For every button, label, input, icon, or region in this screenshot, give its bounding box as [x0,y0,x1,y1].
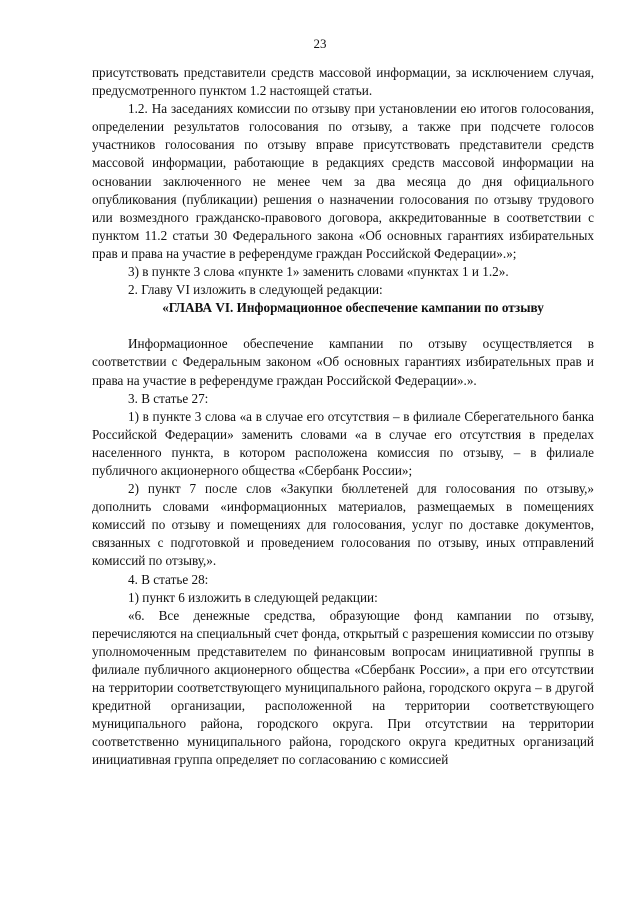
paragraph: присутствовать представители средств массовой информации, за исключением случая, предусмотренного пунктом 1.2 настоящей статьи. [92,65,594,99]
paragraph: 1) в пункте 3 слова «а в случае его отсутствия – в филиале Сберегательного банка Российской Федерации» заменить словами «а в случае его отсутствия в пределах населенного пункта, в котором расположена комиссия по отзыву, – в филиале публичного акционерного общества «Сбербанк России»; [92,408,594,478]
paragraph: Информационное обеспечение кампании по отзыву осуществляется в соответствии с Федеральным законом «Об основных гарантиях избирательных прав и права на участие в референдуме граждан Российской Федерации».». [92,336,594,388]
paragraph: «6. Все денежные средства, образующие фонд кампании по отзыву, перечисляются на специальный счет фонда, открытый с разрешения комиссии по отзыву уполномоченным представителем по финансовым вопросам инициативной группы в филиале публичного акционерного общества «Сбербанк России», а при его отсутствии на территории соответствующего муниципального района, городского округа – в другой кредитной организации, расположенной на территории соответствующего муниципального района, городского округа. При отсутствии на территории соответственно муниципального района, городского округа кредитных организаций инициативная группа определяет по согласованию с комиссией [92,607,594,768]
paragraph: 3) в пункте 3 слова «пункте 1» заменить словами «пунктах 1 и 1.2». [128,264,509,280]
paragraph: 2. Главу VI изложить в следующей редакции: [128,282,383,298]
paragraph: 3. В статье 27: [128,390,209,406]
paragraph: 2) пункт 7 после слов «Закупки бюллетеней для голосования по отзыву,» дополнить словами «информационных материалов, размещаемых в помещениях комиссий по отзыву и помещениях для голосования, услуг по доставке документов, связанных с подготовкой и проведением голосования по отзыву, иных отправлений комиссий по отзыву,». [92,481,594,569]
paragraph: 1) пункт 6 изложить в следующей редакции: [128,589,378,605]
page-number: 23 [313,36,327,51]
paragraph: 1.2. На заседаниях комиссии по отзыву при установлении ею итогов голосования, определении результатов голосования по отзыву, а также при подсчете голосов участников голосования по отзыву вправе присутствовать представители средств массовой информации, работающие в редакциях средств массовой информации на основании заключенного не менее чем за два месяца до дня официального опубликования (публикации) решения о назначении голосования по отзыву трудового или возмездного гражданско-правового договора, аккредитованные в соответствии с пунктом 11.2 статьи 30 Федерального закона «Об основных гарантиях избирательных прав и права на участие в референдуме граждан Российской Федерации».»; [92,101,594,261]
document-body [92,64,594,770]
chapter-heading: «ГЛАВА VI. Информационное обеспечение кампании по отзыву [162,300,544,316]
paragraph: 4. В статье 28: [128,571,209,587]
